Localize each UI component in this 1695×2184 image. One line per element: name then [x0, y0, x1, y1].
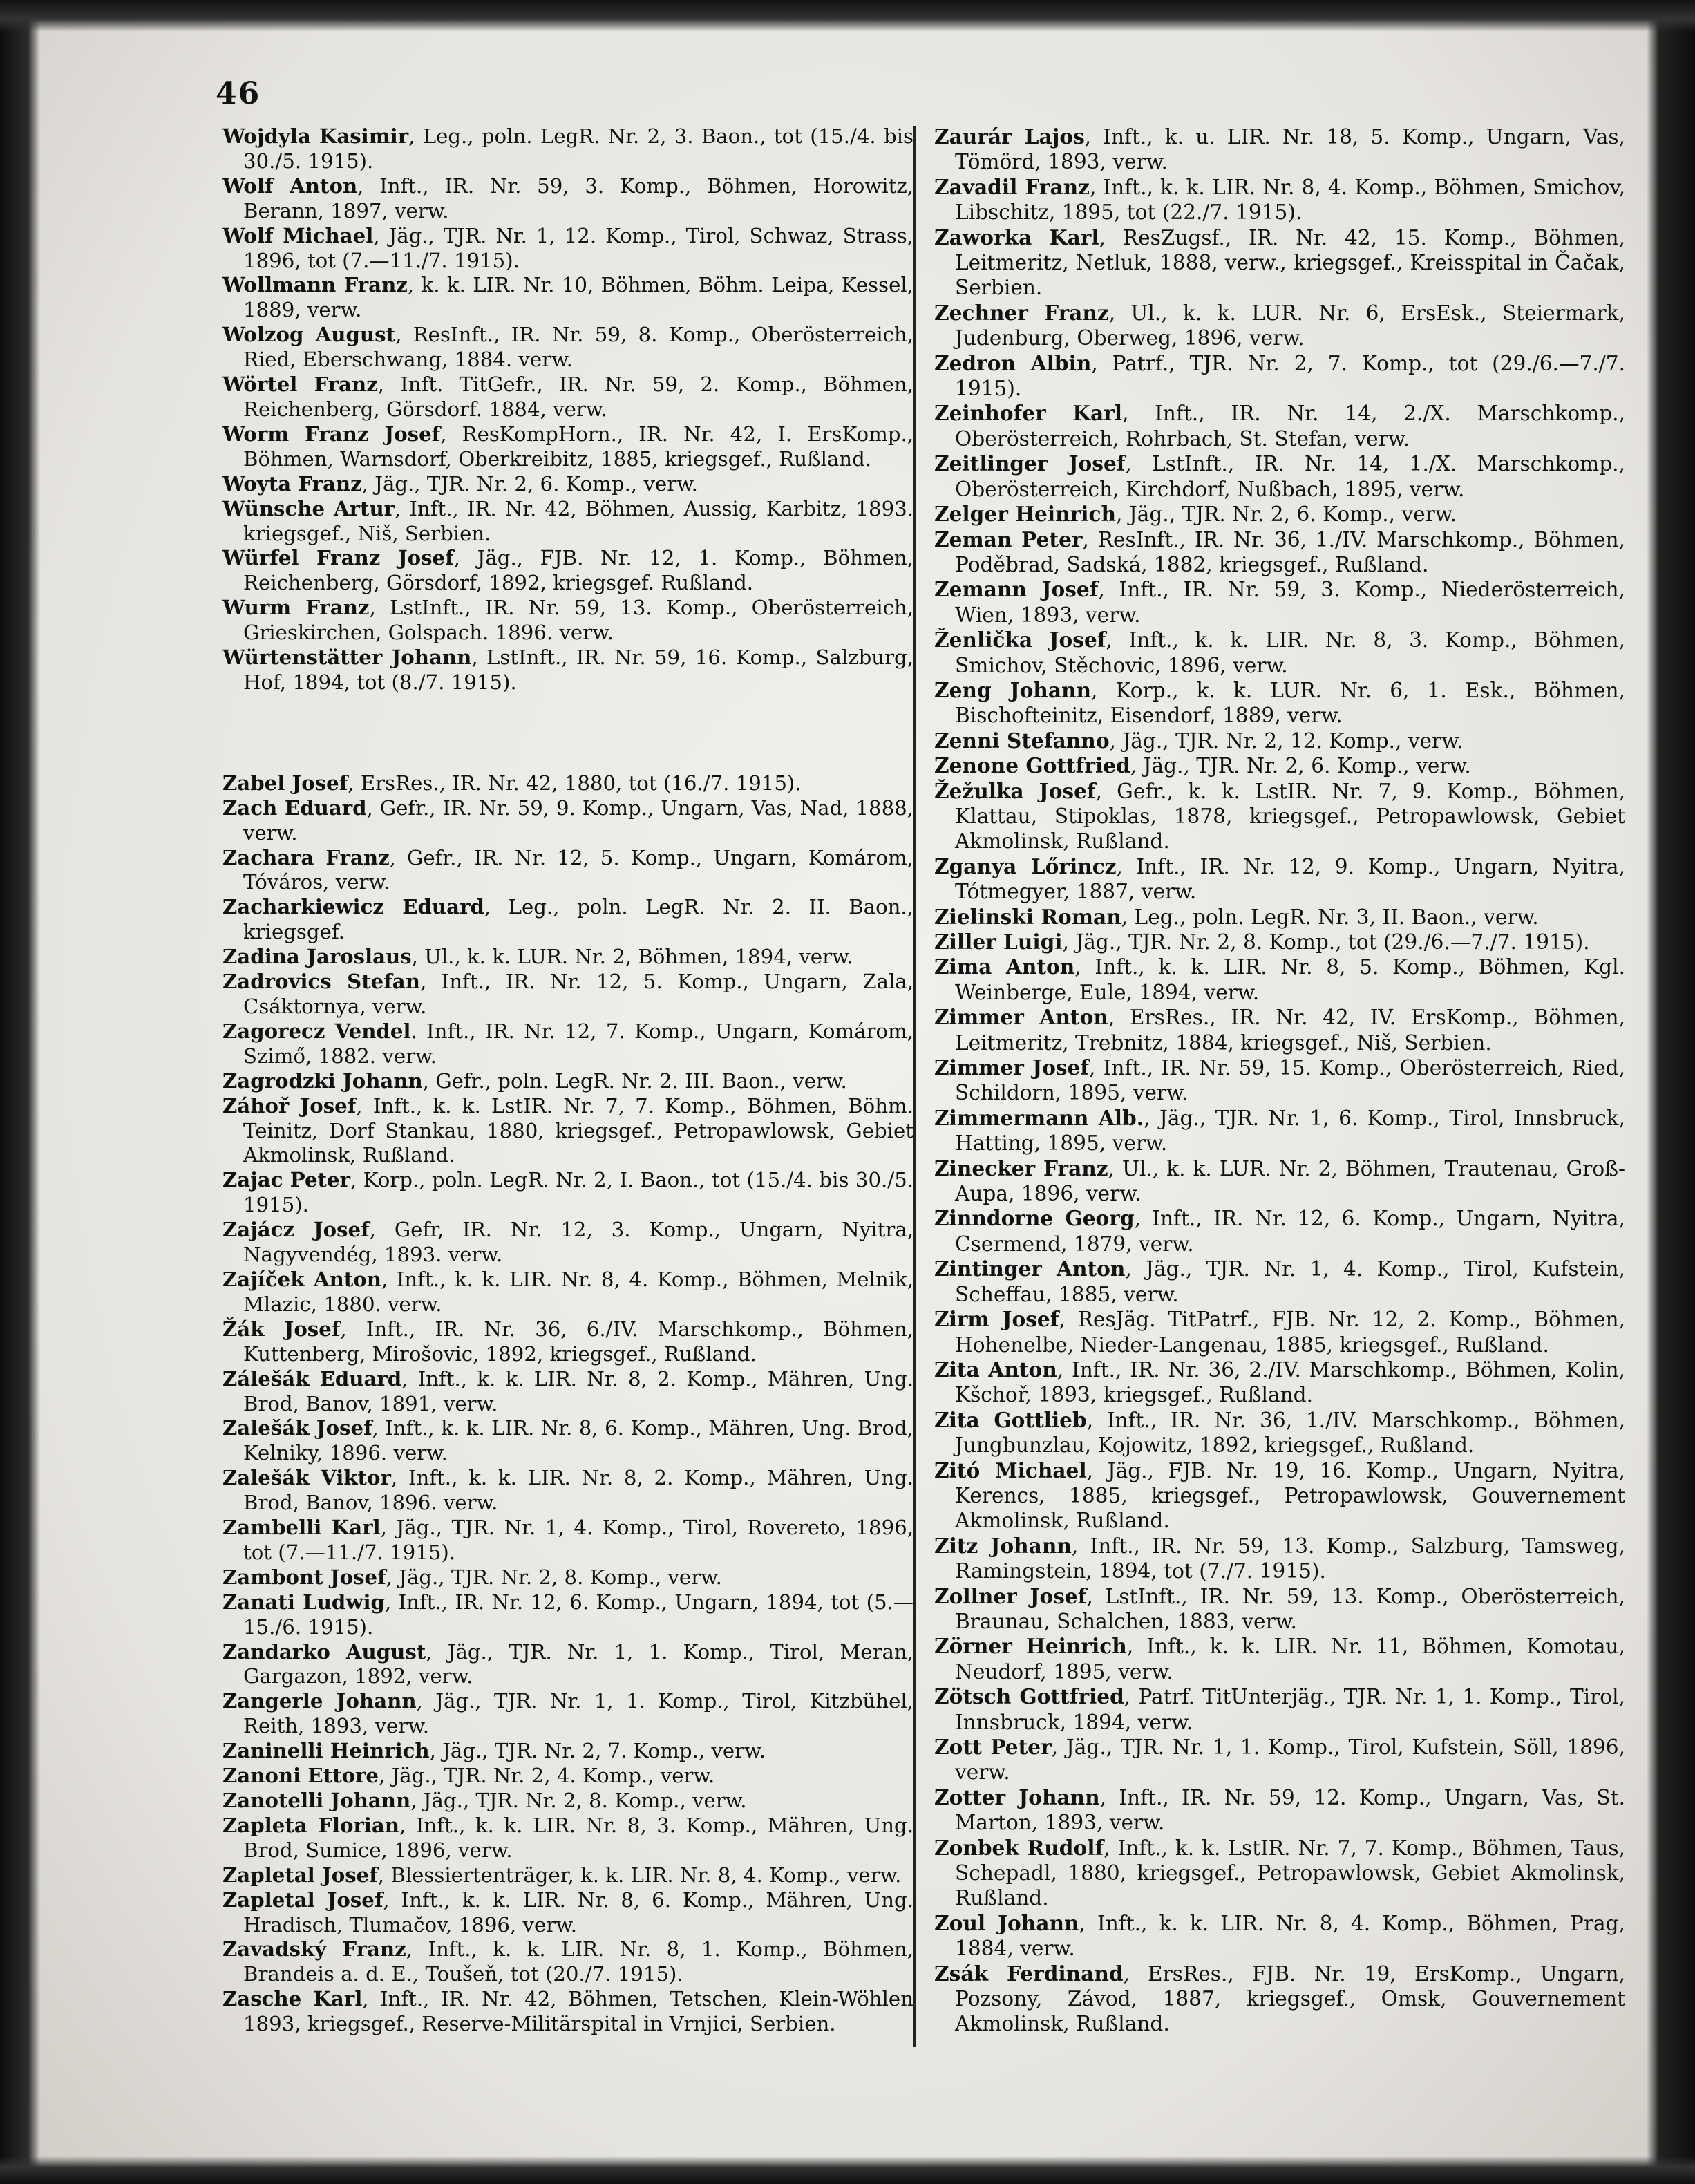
entry-name: Zinecker Franz [934, 1156, 1108, 1180]
list-item [934, 451, 1625, 502]
list-item [934, 527, 1625, 578]
list-item [934, 1408, 1625, 1458]
list-item [222, 596, 913, 646]
list-item [934, 1584, 1625, 1635]
entry-name: Zambont Josef [222, 1565, 386, 1589]
entry-name: Zambelli Karl [222, 1516, 381, 1540]
entry-details: , ResJäg. TitPatrf., FJB. Nr. 12, 2. Komp., Böhmen, Hohenelbe, Nieder-Langenau, 1885, kriegsgef., Rußland. [955, 1308, 1625, 1357]
entry-details: , Blessiertenträger, k. k. LIR. Nr. 8, 4. Komp., verw. [377, 1863, 902, 1887]
entry-name: Zötsch Gottfried [934, 1684, 1124, 1709]
entry-details: , ErsRes., FJB. Nr. 19, ErsKomp., Ungarn, Pozsony, Závod, 1887, kriegsgef., Omsk, Gouvernement Akmolinsk, Rußland. [955, 1961, 1625, 2036]
entry-details: , ResZugsf., IR. Nr. 42, 15. Komp., Böhmen, Leitmeritz, Netluk, 1888, verw., kriegsgef., Kreisspital in Čačak, Serbien. [955, 225, 1625, 300]
list-item [934, 577, 1625, 628]
entry-name: Žežulka Josef [934, 778, 1096, 803]
list-item [222, 846, 913, 896]
entry-name: Záhoř Josef [222, 1093, 357, 1118]
entry-details: , Gefr., IR. Nr. 59, 9. Komp., Ungarn, Vas, Nad, 1888, verw. [243, 796, 913, 845]
entry-details: , Leg., poln. LegR. Nr. 3, II. Baon., verw. [1121, 905, 1539, 929]
entry-details: , Inft., k. k. LIR. Nr. 8, 2. Komp., Mähren, Ung. Brod, Banov, 1891, verw. [243, 1366, 913, 1415]
entry-name: Zimmer Josef [934, 1055, 1090, 1080]
entry-details: , Jäg., TJR. Nr. 1, 1. Komp., Tirol, Kitzbühel, Reith, 1893, verw. [243, 1689, 913, 1738]
entry-details: , Ul., k. k. LUR. Nr. 2, Böhmen, 1894, verw. [411, 945, 853, 969]
entry-name: Zemann Josef [934, 577, 1099, 602]
entry-name: Zganya Lőrincz [934, 854, 1117, 878]
entry-details: , Inft., k. k. LIR. Nr. 11, Böhmen, Komotau, Neudorf, 1895, verw. [955, 1635, 1625, 1684]
list-item [934, 1156, 1625, 1207]
entry-details: , Inft., k. k. LIR. Nr. 8, 6. Komp., Mähren, Ung. Hradisch, Tlumačov, 1896, verw. [243, 1888, 914, 1937]
entry-details: , Korp., poln. LegR. Nr. 2, I. Baon., tot (15./4. bis 30./5. 1915). [243, 1168, 913, 1217]
entry-details: , LstInft., IR. Nr. 59, 13. Komp., Oberösterreich, Braunau, Schalchen, 1883, verw. [955, 1584, 1626, 1633]
entry-name: Wolzog August [222, 323, 396, 347]
list-item [222, 1863, 913, 1888]
entry-name: Würfel Franz Josef [222, 546, 454, 570]
entry-name: Zálešák Eduard [222, 1366, 402, 1391]
entry-name: Zalešák Viktor [222, 1466, 391, 1490]
entry-details: , Korp., k. k. LUR. Nr. 6, 1. Esk., Böhmen, Bischofteinitz, Eisendorf, 1889, verw. [955, 678, 1625, 728]
entry-details: , Jäg., FJB. Nr. 19, 16. Komp., Ungarn, Nyitra, Kerencs, 1885, kriegsgef., Petropawlowsk, Gouvernement Akmolinsk, Rußland. [955, 1458, 1625, 1533]
list-item [934, 678, 1625, 728]
list-item [222, 945, 913, 970]
entry-details: , Jäg., TJR. Nr. 1, 1. Komp., Tirol, Meran, Gargazon, 1892, verw. [243, 1639, 913, 1688]
list-item [934, 753, 1625, 778]
entry-details: , Gefr., poln. LegR. Nr. 2. III. Baon., verw. [422, 1069, 847, 1093]
entry-name: Zsák Ferdinand [934, 1961, 1124, 1986]
list-item [934, 1206, 1625, 1256]
scan-border-left [0, 0, 40, 2184]
list-item [934, 1785, 1625, 1836]
list-item [222, 796, 913, 846]
list-item [934, 1684, 1625, 1735]
list-item [222, 373, 913, 422]
entry-name: Zechner Franz [934, 300, 1109, 325]
entry-name: Zandarko August [222, 1639, 426, 1664]
entry-name: Zirm Josef [934, 1307, 1059, 1332]
entry-details: , Inft., IR. Nr. 59, 3. Komp., Niederösterreich, Wien, 1893, verw. [955, 578, 1625, 627]
entry-name: Zitz Johann [934, 1533, 1072, 1558]
entry-details: , Jäg., TJR. Nr. 1, 4. Komp., Tirol, Rovereto, 1896, tot (7.—11./7. 1915). [243, 1516, 913, 1564]
entry-name: Wörtel Franz [222, 373, 378, 397]
entry-details: , Jäg., TJR. Nr. 2, 8. Komp., tot (29./6.—7./7. 1915). [1062, 930, 1590, 954]
scan-border-top [0, 0, 1695, 32]
entry-name: Zielinski Roman [934, 904, 1121, 929]
entry-details: , Gefr., k. k. LstIR. Nr. 7, 9. Komp., Böhmen, Klattau, Stipoklas, 1878, kriegsgef., Petropawlowsk, Gebiet Akmolinsk, Rußland. [955, 779, 1625, 854]
entry-details: . Inft., IR. Nr. 12, 7. Komp., Ungarn, Komárom, Szimő, 1882. verw. [243, 1019, 914, 1068]
entry-name: Zasche Karl [222, 1987, 363, 2011]
entry-name: Zangerle Johann [222, 1689, 417, 1713]
entry-name: Zörner Heinrich [934, 1634, 1127, 1659]
list-item [222, 1094, 913, 1169]
scan-border-bottom [0, 2156, 1695, 2184]
entry-name: Zapletal Josef [222, 1888, 383, 1912]
entry-details: , k. k. LIR. Nr. 10, Böhmen, Böhm. Leipa, Kessel, 1889, verw. [243, 273, 914, 322]
list-item [934, 930, 1625, 954]
entry-name: Zeinhofer Karl [934, 401, 1122, 426]
entry-name: Zoul Johann [934, 1910, 1079, 1935]
list-item [934, 502, 1625, 527]
entry-details: , Inft., IR. Nr. 36, 6./IV. Marschkomp., Böhmen, Kuttenberg, Mirošovic, 1892, kriegsgef., Rußland. [243, 1317, 913, 1366]
entry-details: , ErsRes., IR. Nr. 42, 1880, tot (16./7. 1915). [348, 771, 802, 795]
list-item [934, 175, 1625, 225]
entry-name: Zanati Ludwig [222, 1590, 385, 1614]
list-item [222, 970, 913, 1019]
entry-details: , Jäg., TJR. Nr. 1, 6. Komp., Tirol, Innsbruck, Hatting, 1895, verw. [955, 1106, 1625, 1156]
entry-details: , Inft., k. k. LstIR. Nr. 7, 7. Komp., Böhmen, Böhm. Teinitz, Dorf Stankau, 1880, kriegsgef., Petropawlowsk, Gebiet Akmolinsk, Rußland. [243, 1093, 913, 1167]
list-item [934, 301, 1625, 351]
entry-name: Zinndorne Georg [934, 1206, 1135, 1231]
entry-details: , LstInft., IR. Nr. 59, 13. Komp., Oberösterreich, Grieskirchen, Golspach. 1896. verw. [243, 596, 913, 645]
entry-name: Zeitlinger Josef [934, 451, 1126, 476]
list-item [934, 1256, 1625, 1307]
entry-name: Zenone Gottfried [934, 753, 1130, 778]
entry-details: , Jäg., TJR. Nr. 2, 12. Komp., verw. [1109, 728, 1464, 753]
entry-name: Zanoni Ettore [222, 1764, 379, 1788]
entry-name: Zelger Heinrich [934, 502, 1117, 527]
list-item [222, 1987, 913, 2037]
entry-name: Zagrodzki Johann [222, 1069, 423, 1093]
entry-details: , LstInft., IR. Nr. 59, 16. Komp., Salzburg, Hof, 1894, tot (8./7. 1915). [243, 646, 913, 694]
column-divider [913, 126, 916, 2047]
list-item [222, 1689, 913, 1739]
entry-details: , Leg., poln. LegR. Nr. 2. II. Baon., kriegsgef. [243, 895, 913, 944]
entry-details: , Inft., IR. Nr. 12, 6. Komp., Ungarn, 1894, tot (5.—15./6. 1915). [243, 1590, 913, 1639]
list-item [934, 124, 1625, 175]
list-item [222, 1317, 913, 1367]
entry-details: , LstInft., IR. Nr. 14, 1./X. Marschkomp., Oberösterreich, Kirchdorf, Nußbach, 1895, verw. [955, 452, 1625, 501]
entry-name: Zanotelli Johann [222, 1789, 411, 1812]
list-item [222, 497, 913, 547]
entry-name: Woyta Franz [222, 471, 362, 496]
entry-details: , Inft., IR. Nr. 59, 12. Komp., Ungarn, Vas, St. Marton, 1893, verw. [955, 1785, 1625, 1835]
entry-name: Wolf Michael [222, 223, 374, 247]
entry-details: , Jäg., TJR. Nr. 1, 1. Komp., Tirol, Kufstein, Söll, 1896, verw. [955, 1735, 1625, 1785]
list-item [222, 124, 913, 174]
entry-details: , Inft., IR. Nr. 12, 9. Komp., Ungarn, Nyitra, Tótmegyer, 1887, verw. [955, 854, 1625, 904]
entry-name: Zintinger Anton [934, 1256, 1126, 1281]
list-item [222, 224, 913, 274]
entry-name: Zollner Josef [934, 1583, 1087, 1608]
entry-details: , Inft., k. k. LIR. Nr. 8, 4. Komp., Böhmen, Melnik, Mlazic, 1880. verw. [243, 1267, 913, 1316]
entry-name: Zaworka Karl [934, 225, 1099, 250]
entry-name: Zimmermann Alb. [934, 1105, 1144, 1130]
list-item [934, 1634, 1625, 1684]
list-item [222, 1937, 913, 1987]
list-item [222, 1565, 913, 1590]
entry-name: Zenni Stefanno [934, 728, 1110, 753]
entry-details: , Inft., k. k. LIR. Nr. 8, 1. Komp., Böhmen, Brandeis a. d. E., Toušeň, tot (20./7. 1915). [243, 1937, 913, 1986]
list-item [934, 1106, 1625, 1156]
list-item [222, 1516, 913, 1565]
entry-name: Zadrovics Stefan [222, 970, 420, 994]
entry-name: Zedron Albin [934, 350, 1092, 375]
entry-details: , Inft., IR. Nr. 14, 2./X. Marschkomp., Oberösterreich, Rohrbach, St. Stefan, verw. [955, 402, 1625, 451]
list-item [934, 954, 1625, 1005]
entry-name: Würtenstätter Johann [222, 646, 472, 670]
entry-name: Zachara Franz [222, 845, 390, 869]
list-item [934, 1005, 1625, 1055]
list-item [934, 1911, 1625, 1961]
entry-details: , Inft., IR. Nr. 42, Böhmen, Aussig, Karbitz, 1893. kriegsgef., Niš, Serbien. [243, 496, 913, 545]
entry-name: Wojdyla Kasimir [222, 124, 409, 148]
entry-details: , Inft., k. k. LIR. Nr. 8, 3. Komp., Mähren, Ung. Brod, Sumice, 1896, verw. [243, 1813, 914, 1862]
list-item [222, 422, 913, 472]
entry-details: , Jäg., TJR. Nr. 2, 8. Komp., verw. [410, 1789, 747, 1812]
left-column [222, 124, 913, 2037]
entry-name: Zacharkiewicz Eduard [222, 895, 484, 919]
right-column [934, 124, 1625, 2037]
list-item [222, 1416, 913, 1466]
list-item [222, 1268, 913, 1317]
entry-name: Zita Gottlieb [934, 1407, 1087, 1432]
entry-details: , Inft., k. u. LIR. Nr. 18, 5. Komp., Ungarn, Vas, Tömörd, 1893, verw. [955, 125, 1626, 174]
entry-name: Wollmann Franz [222, 273, 408, 297]
entry-name: Zagorecz Vendel [222, 1019, 411, 1043]
list-item [222, 1764, 913, 1789]
entry-details: , Inft., k. k. LstIR. Nr. 7, 7. Komp., Böhmen, Taus, Schepadl, 1880, kriegsgef., Petropawlowsk, Gebiet Akmolinsk, Rußland. [955, 1836, 1626, 1910]
entry-name: Zonbek Rudolf [934, 1835, 1104, 1860]
entry-name: Zott Peter [934, 1735, 1052, 1759]
list-item [222, 174, 913, 224]
entry-name: Zitó Michael [934, 1458, 1087, 1482]
entry-details: , Inft., k. k. LIR. Nr. 8, 4. Komp., Böhmen, Prag, 1884, verw. [955, 1911, 1625, 1961]
entry-name: Zapletal Josef [222, 1863, 378, 1887]
entry-name: Zabel Josef [222, 771, 348, 795]
entry-name: Zita Anton [934, 1357, 1057, 1382]
list-item [934, 1458, 1625, 1534]
entry-details: , ResKompHorn., IR. Nr. 42, I. ErsKomp., Böhmen, Warnsdorf, Oberkreibitz, 1885, kriegsgef., Rußland. [243, 422, 913, 471]
entry-details: , Inft., IR. Nr. 42, Böhmen, Tetschen, Klein-Wöhlen 1893, kriegsgef., Reserve-Militärspital in Vrnjici, Serbien. [243, 1987, 913, 2036]
entry-details: , Jäg., TJR. Nr. 2, 7. Komp., verw. [429, 1739, 766, 1763]
entry-name: Worm Franz Josef [222, 422, 441, 446]
entry-details: , Ul., k. k. LUR. Nr. 6, ErsEsk., Steiermark, Judenburg, Oberweg, 1896, verw. [955, 301, 1625, 350]
list-item [222, 1814, 913, 1863]
entry-name: Ziller Luigi [934, 930, 1063, 954]
list-item [934, 401, 1625, 451]
entry-details: , Jäg., TJR. Nr. 2, 6. Komp., verw. [361, 471, 698, 496]
entry-details: , Ul., k. k. LUR. Nr. 2, Böhmen, Trautenau, Groß-Aupa, 1896, verw. [955, 1156, 1626, 1206]
list-item [934, 628, 1625, 678]
list-item [934, 1055, 1625, 1106]
entry-name: Zavadský Franz [222, 1937, 406, 1961]
list-item [934, 1534, 1625, 1584]
entry-details: , Inft., k. k. LIR. Nr. 8, 4. Komp., Böhmen, Smichov, Libschitz, 1895, tot (22./7. 1915). [955, 175, 1625, 225]
list-item [222, 323, 913, 373]
entry-details: , Patrf. TitUnterjäg., TJR. Nr. 1, 1. Komp., Tirol, Innsbruck, 1894, verw. [955, 1685, 1625, 1734]
list-item [934, 351, 1625, 402]
entry-name: Zajíček Anton [222, 1267, 381, 1291]
list-item [934, 1836, 1625, 1911]
entry-name: Zima Anton [934, 954, 1075, 979]
entry-name: Zach Eduard [222, 796, 367, 820]
list-item [934, 225, 1625, 301]
scan-border-right [1647, 0, 1695, 2184]
entry-details: , Inft., IR. Nr. 59, 13. Komp., Salzburg, Tamsweg, Ramingstein, 1894, tot (7./7. 1915). [955, 1534, 1625, 1583]
list-item [934, 1961, 1625, 2037]
page-number: 46 [216, 76, 261, 111]
list-item [222, 1789, 913, 1814]
list-item [222, 1168, 913, 1218]
entry-name: Zimmer Anton [934, 1005, 1108, 1030]
list-item [222, 472, 913, 497]
list-item [222, 1466, 913, 1516]
list-item [934, 728, 1625, 753]
list-item [222, 1019, 913, 1069]
entry-name: Wolf Anton [222, 173, 358, 198]
entry-details: , ResInft., IR. Nr. 36, 1./IV. Marschkomp., Böhmen, Poděbrad, Sadská, 1882, kriegsgef., Rußland. [955, 527, 1625, 576]
entry-name: Zalešák Josef [222, 1416, 372, 1440]
entry-name: Zadina Jaroslaus [222, 945, 412, 969]
list-item [222, 1739, 913, 1764]
entry-name: Zajácz Josef [222, 1218, 370, 1242]
entry-name: Zeng Johann [934, 677, 1092, 702]
entry-details: , Inft., IR. Nr. 12, 5. Komp., Ungarn, Zala, Csáktornya, verw. [243, 970, 913, 1018]
list-item [222, 1218, 913, 1268]
entry-details: , Inft., IR. Nr. 36, 2./IV. Marschkomp., Böhmen, Kolin, Kšchoř, 1893, kriegsgef., Rußland. [955, 1357, 1625, 1407]
entry-details: , Leg., poln. LegR. Nr. 2, 3. Baon., tot (15./4. bis 30./5. 1915). [243, 124, 913, 173]
list-item [222, 1367, 913, 1417]
entry-details: , Gefr., IR. Nr. 12, 5. Komp., Ungarn, Komárom, Tóváros, verw. [243, 845, 913, 894]
entry-name: Zapleta Florian [222, 1813, 400, 1837]
entry-name: Žák Josef [222, 1317, 341, 1341]
list-item [934, 905, 1625, 930]
entry-details: , Jäg., TJR. Nr. 1, 4. Komp., Tirol, Kufstein, Scheffau, 1885, verw. [955, 1257, 1626, 1306]
list-item [222, 1640, 913, 1690]
entry-name: Zajac Peter [222, 1168, 350, 1192]
entry-name: Zaurár Lajos [934, 124, 1085, 149]
entry-details: , ResInft., IR. Nr. 59, 8. Komp., Oberösterreich, Ried, Eberschwang, 1884. verw. [243, 323, 913, 372]
list-item [222, 771, 913, 796]
entry-name: Zeman Peter [934, 527, 1083, 552]
entry-details: , Jäg., TJR. Nr. 2, 6. Komp., verw. [1130, 754, 1471, 778]
entry-name: Ženlička Josef [934, 628, 1106, 652]
entry-name: Wurm Franz [222, 596, 370, 620]
list-item [222, 546, 913, 596]
entry-details: , Jäg., TJR. Nr. 2, 4. Komp., verw. [379, 1764, 715, 1788]
list-item [222, 895, 913, 945]
entry-details: , Patrf., TJR. Nr. 2, 7. Komp., tot (29./6.—7./7. 1915). [955, 351, 1625, 401]
list-item [222, 646, 913, 695]
entry-details: , Inft., k. k. LIR. Nr. 8, 2. Komp., Mähren, Ung. Brod, Banov, 1896. verw. [243, 1466, 913, 1515]
entry-details: , Inft., IR. Nr. 12, 6. Komp., Ungarn, Nyitra, Csermend, 1879, verw. [955, 1207, 1625, 1256]
entry-name: Zavadil Franz [934, 174, 1090, 199]
section-gap [222, 695, 913, 771]
entry-details: , Inft., IR. Nr. 59, 3. Komp., Böhmen, Horowitz, Berann, 1897, verw. [243, 173, 913, 223]
list-item [222, 273, 913, 323]
list-item [222, 1590, 913, 1640]
list-item [222, 1069, 913, 1094]
entry-details: , Inft., k. k. LIR. Nr. 8, 3. Komp., Böhmen, Smichov, Stěchovic, 1896, verw. [955, 628, 1625, 677]
entry-details: , Jäg., FJB. Nr. 12, 1. Komp., Böhmen, Reichenberg, Görsdorf, 1892, kriegsgef. Rußland. [243, 546, 913, 595]
entry-details: , Jäg., TJR. Nr. 2, 8. Komp., verw. [386, 1565, 722, 1589]
entry-details: , Inft., k. k. LIR. Nr. 8, 5. Komp., Böhmen, Kgl. Weinberge, Eule, 1894, verw. [955, 955, 1625, 1004]
entry-name: Wünsche Artur [222, 496, 395, 520]
entry-details: , Inft., IR. Nr. 36, 1./IV. Marschkomp., Böhmen, Jungbunzlau, Kojowitz, 1892, kriegsgef., Rußland. [955, 1408, 1625, 1458]
list-item [934, 779, 1625, 854]
entry-name: Zaninelli Heinrich [222, 1739, 430, 1763]
entry-details: , Gefr, IR. Nr. 12, 3. Komp., Ungarn, Nyitra, Nagyvendég, 1893. verw. [243, 1218, 913, 1267]
entry-details: , Jäg., TJR. Nr. 2, 6. Komp., verw. [1116, 502, 1457, 527]
list-item [934, 1735, 1625, 1785]
entry-details: , Inft., IR. Nr. 59, 15. Komp., Oberösterreich, Ried, Schildorn, 1895, verw. [955, 1056, 1626, 1105]
list-item [934, 854, 1625, 905]
entry-details: , Jäg., TJR. Nr. 1, 12. Komp., Tirol, Schwaz, Strass, 1896, tot (7.—11./7. 1915). [243, 223, 913, 272]
list-item [222, 1888, 913, 1938]
entry-details: , Inft., k. k. LIR. Nr. 8, 6. Komp., Mähren, Ung. Brod, Kelniky, 1896. verw. [243, 1416, 913, 1465]
list-item [934, 1307, 1625, 1357]
entry-details: , ErsRes., IR. Nr. 42, IV. ErsKomp., Böhmen, Leitmeritz, Trebnitz, 1884, kriegsgef., Niš, Serbien. [955, 1006, 1625, 1055]
entry-name: Zotter Johann [934, 1785, 1100, 1809]
list-item [934, 1357, 1625, 1408]
entry-details: , Inft. TitGefr., IR. Nr. 59, 2. Komp., Böhmen, Reichenberg, Görsdorf. 1884, verw. [243, 373, 913, 421]
